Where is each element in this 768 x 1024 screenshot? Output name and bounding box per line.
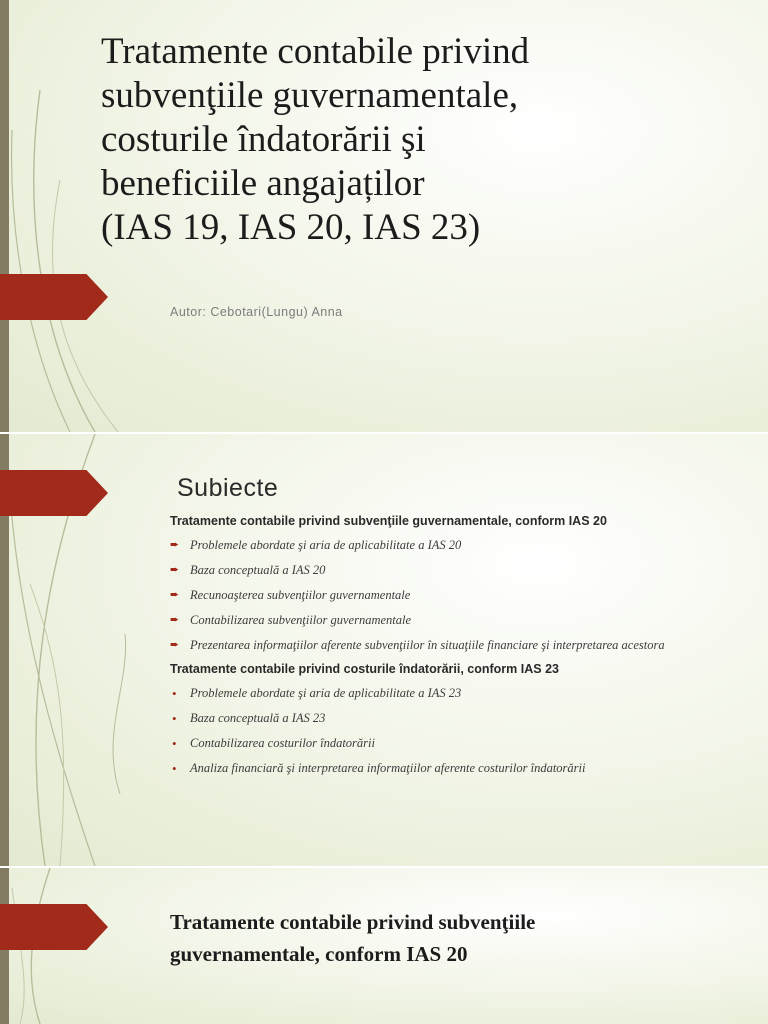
title-line: Tratamente contabile privind (101, 31, 530, 72)
topic-section-title: Tratamente contabile privind costurile îndatorării, conform IAS 23 (170, 662, 559, 676)
list-item (170, 710, 730, 727)
list-item (170, 637, 730, 654)
section-title-line: Tratamente contabile privind subvenţiile (170, 910, 536, 934)
author-line: Autor: Cebotari(Lungu) Anna (170, 305, 343, 319)
slide-topics (0, 434, 768, 866)
list-item (170, 612, 730, 629)
topics-list (170, 514, 730, 785)
title-line: subvenţiile guvernamentale, (101, 75, 519, 116)
section-arrow (0, 904, 108, 950)
heading-arrow (0, 470, 108, 516)
list-item (170, 587, 730, 604)
section-title-line: guvernamentale, conform IAS 20 (170, 942, 468, 966)
list-item-text: Baza conceptuală a IAS 23 (190, 711, 326, 725)
title-arrow (0, 274, 108, 320)
list-item-text: Contabilizarea costurilor îndatorării (190, 736, 375, 750)
title-line: (IAS 19, IAS 20, IAS 23) (101, 207, 481, 248)
list-item-text: Prezentarea informaţiilor aferente subvenţiilor în situaţiile financiare şi interpretarea acestora (190, 638, 665, 652)
dot-bullet-icon: • (172, 761, 177, 776)
dot-bullet-icon: • (172, 736, 177, 751)
list-item (170, 537, 730, 554)
arrow-bullet-icon: ➨ (170, 589, 180, 601)
slide-section-ias20 (0, 868, 768, 1024)
list-item-text: Contabilizarea subvenţiilor guvernamentale (190, 613, 412, 627)
list-item (170, 562, 730, 579)
arrow-bullet-icon: ➨ (170, 614, 180, 626)
list-item (170, 735, 730, 752)
arrow-bullet-icon: ➨ (170, 539, 180, 551)
dot-bullet-icon: • (172, 711, 177, 726)
list-item-text: Baza conceptuală a IAS 20 (190, 563, 326, 577)
slide-title (0, 0, 768, 432)
left-bar (0, 0, 9, 432)
list-item-text: Problemele abordate şi aria de aplicabilitate a IAS 20 (190, 538, 462, 552)
topic-items-ias23 (170, 685, 730, 777)
arrow-bullet-icon: ➨ (170, 639, 180, 651)
section-heading: Subiecte (177, 474, 279, 502)
list-item-text: Recunoaşterea subvenţiilor guvernamentale (190, 588, 411, 602)
section-title (170, 906, 730, 970)
arrow-bullet-icon: ➨ (170, 564, 180, 576)
list-item (170, 685, 730, 702)
topic-section-title: Tratamente contabile privind subvenţiile guvernamentale, conform IAS 20 (170, 514, 607, 528)
list-item-text: Analiza financiară şi interpretarea informaţiilor aferente costurilor îndatorării (190, 761, 586, 775)
list-item (170, 760, 730, 777)
list-item-text: Problemele abordate şi aria de aplicabilitate a IAS 23 (190, 686, 462, 700)
title-line: costurile îndatorării şi (101, 119, 426, 160)
dot-bullet-icon: • (172, 686, 177, 701)
page-title (101, 30, 741, 250)
topic-items-ias20 (170, 537, 730, 654)
title-line: beneficiile angajaților (101, 163, 425, 204)
